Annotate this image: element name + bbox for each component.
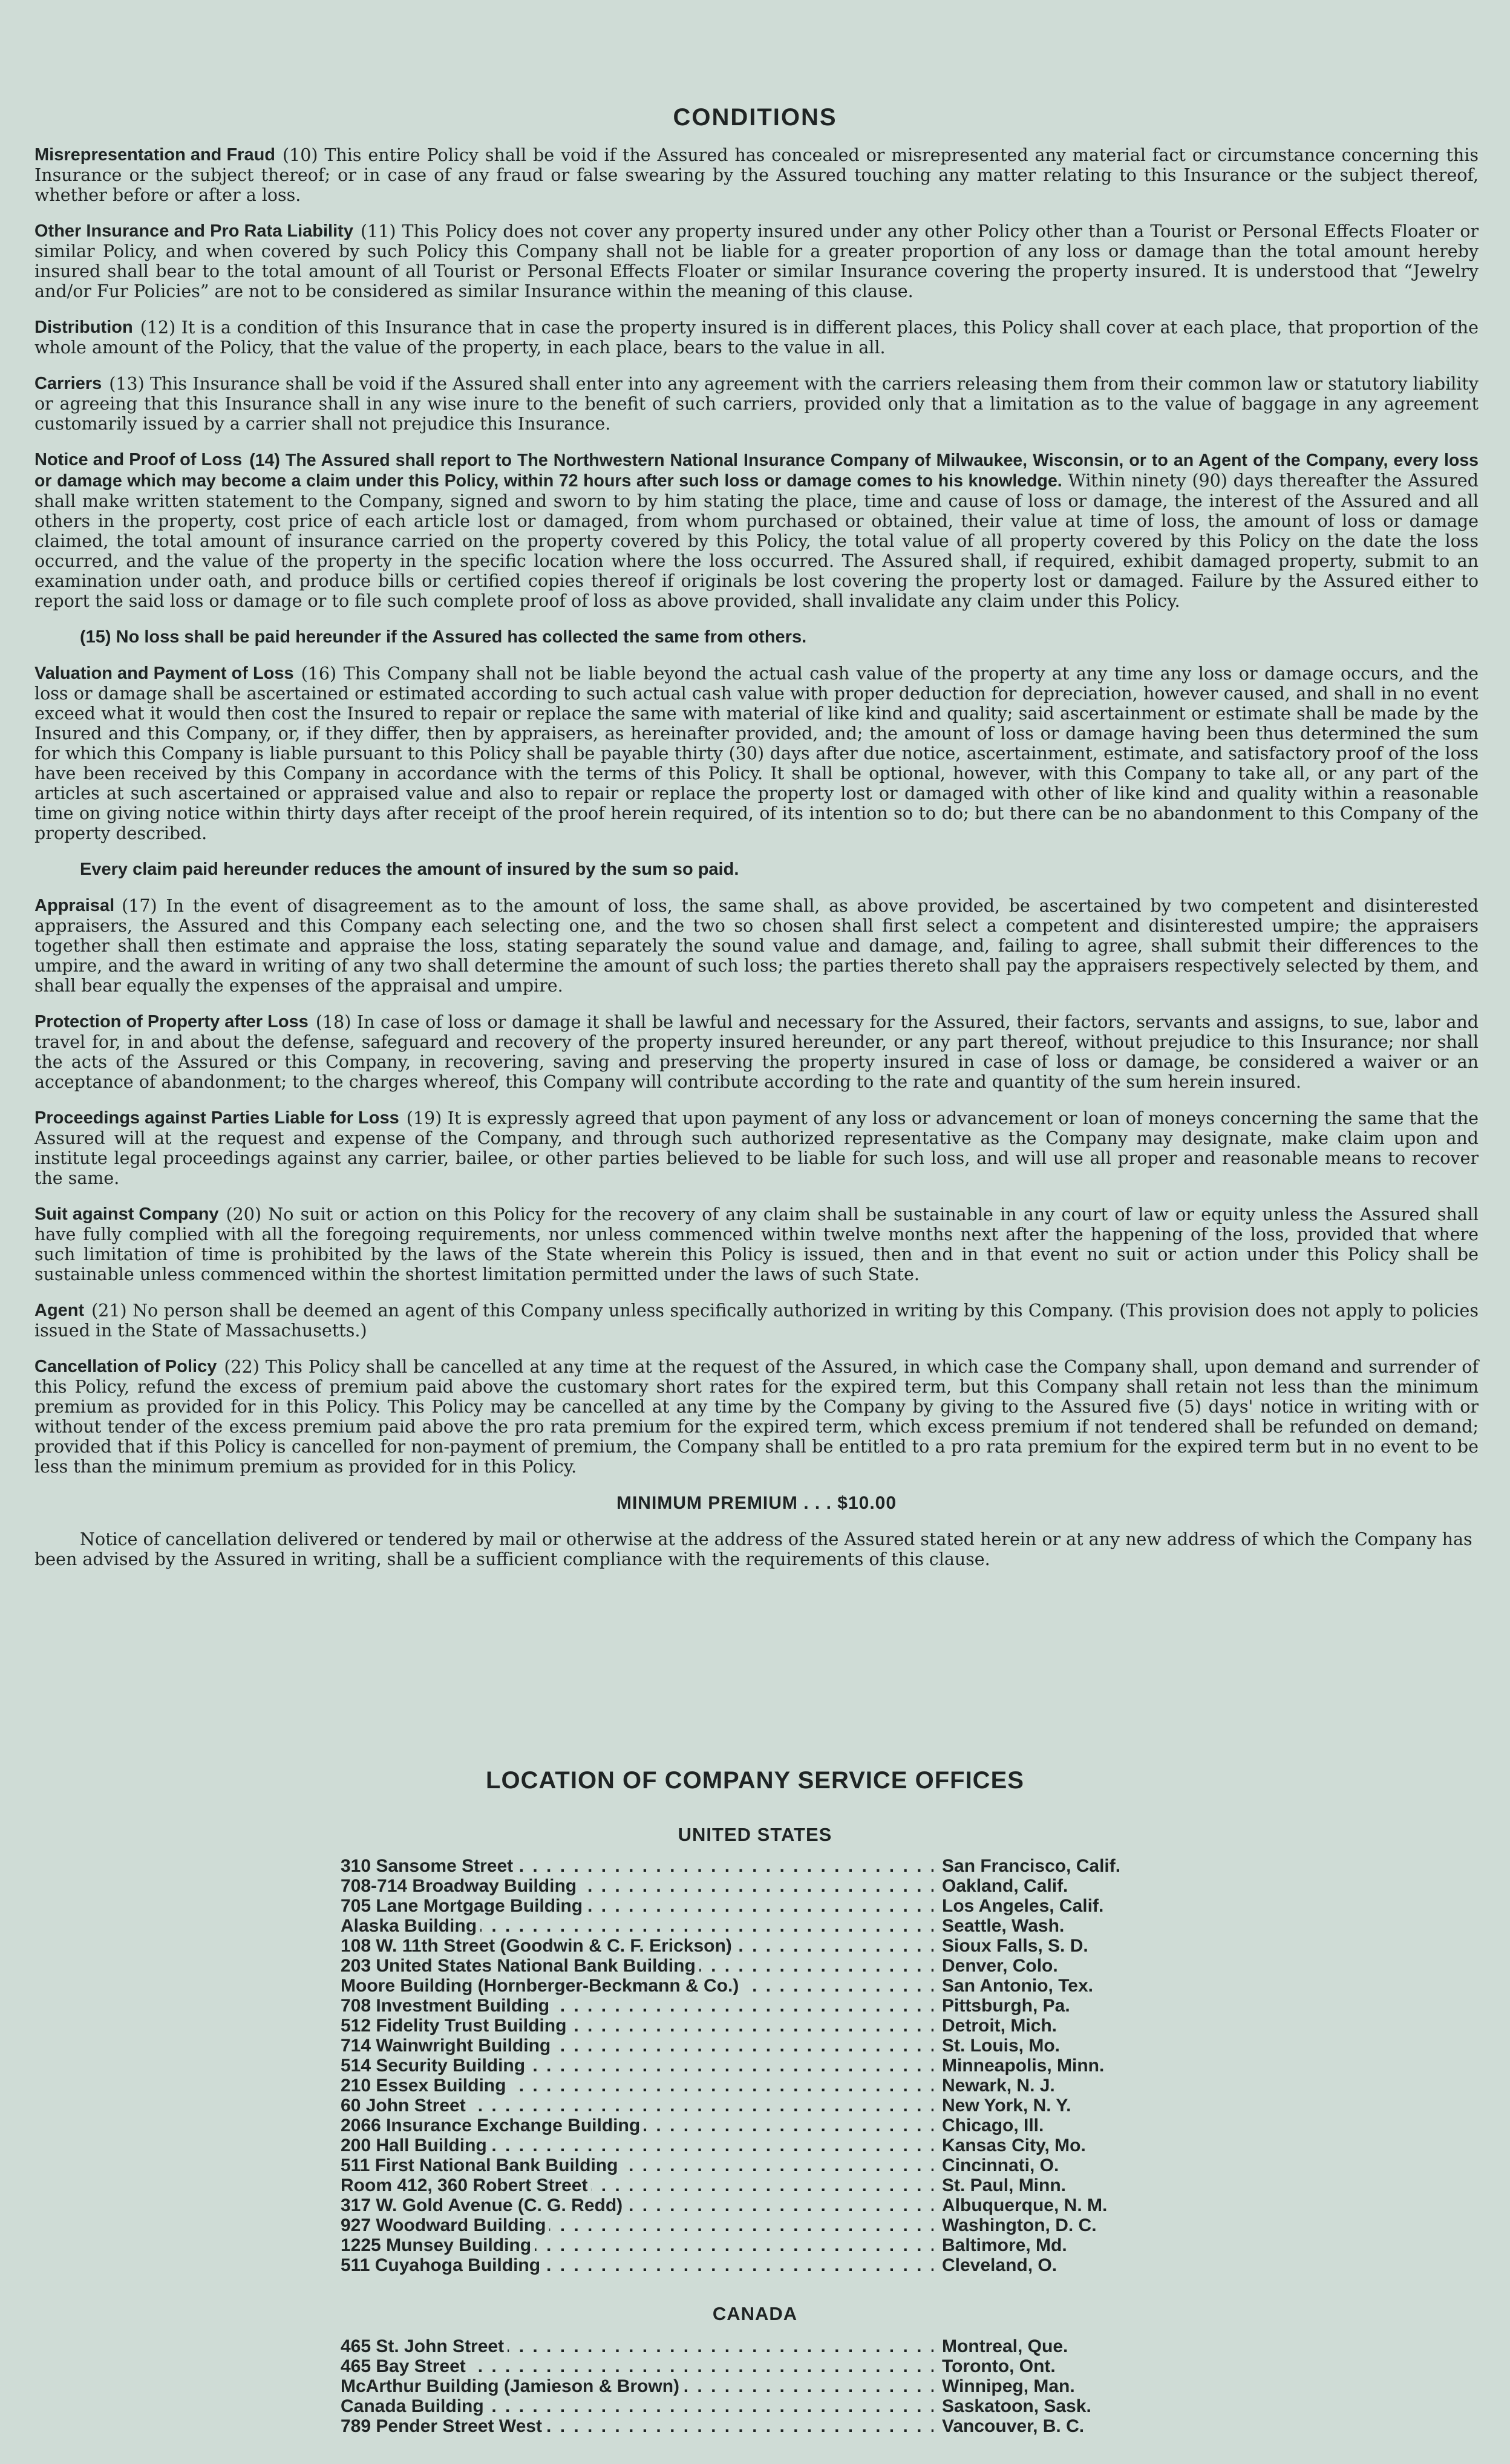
- office-city: Vancouver, B. C.: [942, 2416, 1085, 2436]
- office-address-text: 310 Sansome Street: [341, 1856, 517, 1876]
- clause-heading: Appraisal: [34, 896, 115, 915]
- office-address: [341, 2175, 933, 2195]
- clause-heading: Suit against Company: [34, 1204, 219, 1224]
- office-address: [341, 2396, 933, 2416]
- canada-office-list: [341, 2336, 1188, 2436]
- clause-text: (18) In case of loss or damage it shall be lawful and necessary for the Assured, their factors, servants and assigns, to sue, labor and travel for, in and about the defense, safeguard and recovery of the property insured hereunder, or any part thereof, without prejudice to this Insurance; nor shall the acts of the Assured or this Company, in recovering, saving and preserving the property insured in case of loss or damage, be considered a waiver or an acceptance of abandonment; to the charges whereof, this Company will contribute according to the rate and quantity of the sum herein insured.: [34, 1012, 1479, 1092]
- office-city: Minneapolis, Minn.: [942, 2056, 1105, 2076]
- office-row: [341, 2356, 1188, 2376]
- office-address-text: 511 First National Bank Building: [341, 2155, 621, 2175]
- office-address: [341, 2036, 933, 2056]
- office-address-text: 2066 Insurance Exchange Building: [341, 2116, 644, 2136]
- office-address-text: 514 Security Building: [341, 2056, 529, 2076]
- clause: [34, 450, 1479, 611]
- office-row: [341, 1896, 1188, 1916]
- office-address-text: Canada Building: [341, 2396, 488, 2416]
- clause-heading: Proceedings against Parties Liable for Loss: [34, 1108, 399, 1128]
- office-address: [341, 2076, 933, 2096]
- office-address-text: 317 W. Gold Avenue (C. G. Redd): [341, 2195, 626, 2215]
- clause: [34, 145, 1479, 205]
- office-address: [341, 1976, 933, 1996]
- office-city: Detroit, Mich.: [942, 2016, 1057, 2036]
- office-row: [341, 2376, 1188, 2396]
- cancellation-notice: Notice of cancellation delivered or tendered by mail or otherwise at the address of the Assured stated herein or at any new address of which the Company has been advised by the Assured in writing, shall be a sufficient compliance with the requirements of this clause.: [34, 1529, 1472, 1569]
- office-city: Seattle, Wash.: [942, 1916, 1065, 1936]
- office-address-text: Room 412, 360 Robert Street: [341, 2175, 591, 2195]
- clause-text: (19) It is expressly agreed that upon payment of any loss or advancement or loan of moneys concerning the same that the Assured will at the request and expense of the Company, and through such authorized representative as the Company may designate, make claim upon and institute legal proceedings against any carrier, bailee, or other parties believed to be liable for such loss, and will use all proper and reasonable means to recover the same.: [34, 1108, 1479, 1188]
- clause-text: (11) This Policy does not cover any property insured under any other Policy other than a Tourist or Personal Effects Floater or similar Policy, and when covered by such Policy this Company shall not be liable for a greater proportion of any loss or damage than the total amount hereby insured shall bear to the total amount of all Tourist or Personal Effects Floater or similar Insurance covering the property insured. It is understood that “Jewelry and/or Fur Policies” are not to be considered as similar Insurance within the meaning of this clause.: [34, 221, 1479, 301]
- clause: [34, 1357, 1479, 1477]
- clause: [34, 896, 1479, 996]
- clause: [34, 1012, 1479, 1092]
- clause-text: Within ninety (90) days thereafter the Assured shall make written statement to the Company, signed and sworn to by him stating the place, time and cause of loss or damage, the interest of the Assured and all others in the property, cost price of each article lost or damaged, from whom purchased or obtained, their value at time of loss, the amount of loss or damage claimed, the total amount of insurance carried on the property covered by this Policy, the total value of all property covered by this Policy on the date the loss occurred, and the value of the property in the specific location where the loss occurred. The Assured shall, if required, exhibit damaged property, submit to an examination under oath, and produce bills or certified copies thereof if originals be lost covering the property lost or damaged. Failure by the Assured either to report the said loss or damage or to file such complete proof of loss as above provided, shall invalidate any claim under this Policy.: [34, 471, 1479, 611]
- minimum-premium: MINIMUM PREMIUM . . . $10.00: [616, 1493, 897, 1513]
- clause-heading: Protection of Property after Loss: [34, 1012, 309, 1031]
- office-address-text: 200 Hall Building: [341, 2136, 491, 2155]
- clause: [34, 1301, 1479, 1341]
- office-city: Montreal, Que.: [942, 2336, 1068, 2356]
- office-address-text: 512 Fidelity Trust Building: [341, 2016, 570, 2036]
- clause: [34, 374, 1479, 434]
- office-row: [341, 2036, 1188, 2056]
- us-office-list: [341, 1856, 1188, 2275]
- office-city: St. Paul, Minn.: [942, 2175, 1067, 2195]
- office-address-text: 60 John Street: [341, 2096, 469, 2116]
- clause: [34, 318, 1479, 358]
- office-city: Cleveland, O.: [942, 2255, 1057, 2275]
- clause-heading: Agent: [34, 1301, 85, 1320]
- office-address: [341, 1876, 933, 1896]
- office-city: Sioux Falls, S. D.: [942, 1936, 1088, 1956]
- office-row: [341, 1976, 1188, 1996]
- office-row: [341, 2155, 1188, 2175]
- region-title-us: UNITED STATES: [678, 1824, 832, 1845]
- office-address-text: 511 Cuyahoga Building: [341, 2255, 544, 2275]
- office-address-text: 708-714 Broadway Building: [341, 1876, 580, 1896]
- office-row: [341, 2096, 1188, 2116]
- office-row: [341, 2416, 1188, 2436]
- conditions-clauses: [34, 145, 1479, 1569]
- office-row: [341, 2056, 1188, 2076]
- office-address-text: 108 W. 11th Street (Goodwin & C. F. Erickson): [341, 1936, 736, 1956]
- clause-text: (20) No suit or action on this Policy for the recovery of any claim shall be sustainable in any court of law or equity unless the Assured shall have fully complied with all the foregoing requirements, nor unless commenced within twelve months next after the happening of the loss, provided that where such limitation of time is prohibited by the laws of the State wherein this Policy is issued, then and in that event no suit or action under this Policy shall be sustainable unless commenced within the shortest limitation permitted under the laws of such State.: [34, 1204, 1479, 1284]
- office-address: [341, 2016, 933, 2036]
- clause-text: (22) This Policy shall be cancelled at any time at the request of the Assured, in which case the Company shall, upon demand and surrender of this Policy, refund the excess of premium paid above the customary short rates for the expired term, but this Company shall retain not less than the minimum premium as provided for in this Policy. This Policy may be cancelled at any time by the Company by giving to the Assured five (5) days' notice in writing with or without tender of the excess premium paid above the pro rata premium for the expired term, which excess premium if not tendered shall be refunded on demand; provided that if this Policy is cancelled for non-payment of premium, the Company shall be entitled to a pro rata premium for the expired term but in no event to be less than the minimum premium as provided for in this Policy.: [34, 1357, 1479, 1477]
- office-row: [341, 2215, 1188, 2235]
- clause: [34, 1108, 1479, 1188]
- clause: [34, 221, 1479, 301]
- office-address-text: 789 Pender Street West: [341, 2416, 546, 2436]
- office-city: Baltimore, Md.: [942, 2235, 1067, 2255]
- office-address-text: McArthur Building (Jamieson & Brown): [341, 2376, 683, 2396]
- office-address: [341, 2215, 933, 2235]
- office-row: [341, 1916, 1188, 1936]
- clause-text: (13) This Insurance shall be void if the Assured shall enter into any agreement with the carriers releasing them from their common law or statutory liability or agreeing that this Insurance shall in any wise inure to the benefit of such carriers, provided only that a limitation as to the value of baggage in any agreement customarily issued by a carrier shall not prejudice this Insurance.: [34, 374, 1479, 434]
- office-city: St. Louis, Mo.: [942, 2036, 1060, 2056]
- every-claim-note: Every claim paid hereunder reduces the amount of insured by the sum so paid.: [80, 860, 739, 879]
- clause-heading: Other Insurance and Pro Rata Liability: [34, 221, 353, 241]
- offices-title: LOCATION OF COMPANY SERVICE OFFICES: [486, 1767, 1024, 1794]
- office-row: [341, 2016, 1188, 2036]
- office-city: Oakland, Calif.: [942, 1876, 1068, 1896]
- clause-text: (17) In the event of disagreement as to the amount of loss, the same shall, as above provided, be ascertained by two competent and disinterested appraisers, the Assured and this Company each selecting one, and the two so chosen shall first select a competent and disinterested umpire; the appraisers together shall then estimate and appraise the loss, stating separately the sound value and damage, and, failing to agree, shall submit their differences to the umpire, and the award in writing of any two shall determine the amount of such loss; the parties thereto shall pay the appraisers respectively selected by them, and shall bear equally the expenses of the appraisal and umpire.: [34, 896, 1479, 996]
- office-row: [341, 2235, 1188, 2255]
- office-address: [341, 1856, 933, 1876]
- office-city: Cincinnati, O.: [942, 2155, 1059, 2175]
- office-row: [341, 1876, 1188, 1896]
- office-city: San Francisco, Calif.: [942, 1856, 1121, 1876]
- region-title-canada: CANADA: [712, 2303, 798, 2324]
- office-city: Albuquerque, N. M.: [942, 2195, 1108, 2215]
- office-address: [341, 1916, 933, 1936]
- office-address: [341, 2116, 933, 2136]
- office-address: [341, 2356, 933, 2376]
- office-address: [341, 1956, 933, 1976]
- office-city: Saskatoon, Sask.: [942, 2396, 1091, 2416]
- office-city: Denver, Colo.: [942, 1956, 1058, 1976]
- clause-heading: Misrepresentation and Fraud: [34, 145, 276, 165]
- clause: [34, 664, 1479, 843]
- office-row: [341, 1956, 1188, 1976]
- office-address-text: 927 Woodward Building: [341, 2215, 549, 2235]
- office-address-text: 708 Investment Building: [341, 1996, 553, 2016]
- office-address: [341, 2235, 933, 2255]
- office-row: [341, 2336, 1188, 2356]
- office-row: [341, 2396, 1188, 2416]
- clause-text: (10) This entire Policy shall be void if the Assured has concealed or misrepresented any material fact or circumstance concerning this Insurance or the subject thereof; or in case of any fraud or false swearing by the Assured touching any matter relating to this Insurance or the subject thereof, whether before or after a loss.: [34, 145, 1479, 205]
- clause-text: (12) It is a condition of this Insurance that in case the property insured is in different places, this Policy shall cover at each place, that proportion of the whole amount of the Policy, that the value of the property, in each place, bears to the value in all.: [34, 318, 1479, 358]
- office-city: San Antonio, Tex.: [942, 1976, 1094, 1996]
- clause-heading: Valuation and Payment of Loss: [34, 664, 294, 683]
- office-address: [341, 1896, 933, 1916]
- office-row: [341, 2175, 1188, 2195]
- office-address-text: 714 Wainwright Building: [341, 2036, 554, 2056]
- office-address: [341, 2255, 933, 2275]
- office-address: [341, 2155, 933, 2175]
- office-address: [341, 2416, 933, 2436]
- clause: [34, 1204, 1479, 1284]
- office-row: [341, 1996, 1188, 2016]
- office-city: Washington, D. C.: [942, 2215, 1097, 2235]
- office-address-text: 210 Essex Building: [341, 2076, 509, 2096]
- office-row: [341, 1856, 1188, 1876]
- office-row: [341, 2116, 1188, 2136]
- clause-heading: Carriers: [34, 374, 102, 393]
- office-row: [341, 2195, 1188, 2215]
- clause-text: (21) No person shall be deemed an agent of this Company unless specifically authorized in writing by this Company. (This provision does not apply to policies issued in the State of Massachusetts.): [34, 1301, 1479, 1341]
- clause-heading: Notice and Proof of Loss: [34, 450, 243, 469]
- office-city: Winnipeg, Man.: [942, 2376, 1075, 2396]
- office-address: [341, 2056, 933, 2076]
- office-row: [341, 2076, 1188, 2096]
- office-address-text: 203 United States National Bank Building: [341, 1956, 699, 1976]
- office-address: [341, 2096, 933, 2116]
- clause-heading: Distribution: [34, 318, 133, 337]
- office-city: Toronto, Ont.: [942, 2356, 1056, 2376]
- office-city: Chicago, Ill.: [942, 2116, 1044, 2136]
- office-city: New York, N. Y.: [942, 2096, 1071, 2116]
- office-city: Newark, N. J.: [942, 2076, 1055, 2096]
- office-address-text: 465 St. John Street: [341, 2336, 508, 2356]
- office-address-text: 705 Lane Mortgage Building: [341, 1896, 586, 1916]
- office-city: Kansas City, Mo.: [942, 2136, 1086, 2155]
- office-address: [341, 2376, 933, 2396]
- office-address-text: 1225 Munsey Building: [341, 2235, 535, 2255]
- office-address: [341, 2195, 933, 2215]
- clause-heading: Cancellation of Policy: [34, 1357, 217, 1376]
- office-address-text: Moore Building (Hornberger-Beckmann & Co.): [341, 1976, 742, 1996]
- office-address: [341, 2336, 933, 2356]
- office-address: [341, 1996, 933, 2016]
- office-row: [341, 2255, 1188, 2275]
- conditions-title: CONDITIONS: [673, 104, 837, 131]
- office-address-text: 465 Bay Street: [341, 2356, 469, 2376]
- office-address: [341, 1936, 933, 1956]
- office-city: Los Angeles, Calif.: [942, 1896, 1104, 1916]
- office-city: Pittsburgh, Pa.: [942, 1996, 1070, 2016]
- clause-bold-text: (14) The Assured shall report to The Northwestern National Insurance Company of Milwaukee, Wisconsin, or to an Agent of the Company, every loss or damage which may become a claim under this Policy, within 72 hours after such loss or damage comes to his knowledge.: [34, 451, 1479, 491]
- office-row: [341, 2136, 1188, 2155]
- clause-text: (16) This Company shall not be liable beyond the actual cash value of the property at any time any loss or damage occurs, and the loss or damage shall be ascertained or estimated according to such actual cash value with proper deduction for depreciation, however caused, and shall in no event exceed what it would then cost the Insured to repair or replace the same with material of like kind and quality; said ascertainment or estimate shall be made by the Insured and this Company, or, if they differ, then by appraisers, as hereinafter provided, and; the amount of loss or damage having been thus determined the sum for which this Company is liable pursuant to this Policy shall be payable thirty (30) days after due notice, ascertainment, estimate, and satisfactory proof of the loss have been received by this Company in accordance with the terms of this Policy. It shall be optional, however, with this Company to take all, or any part of the articles at such ascertained or appraised value and also to repair or replace the property lost or damaged with other of like kind and quality within a reasonable time on giving notice within thirty days after receipt of the proof herein required, of its intention so to do; but there can be no abandonment to this Company of the property described.: [34, 664, 1479, 843]
- office-address-text: Alaska Building: [341, 1916, 480, 1936]
- clause-15: (15) No loss shall be paid hereunder if the Assured has collected the same from others.: [80, 627, 807, 647]
- office-address: [341, 2136, 933, 2155]
- office-row: [341, 1936, 1188, 1956]
